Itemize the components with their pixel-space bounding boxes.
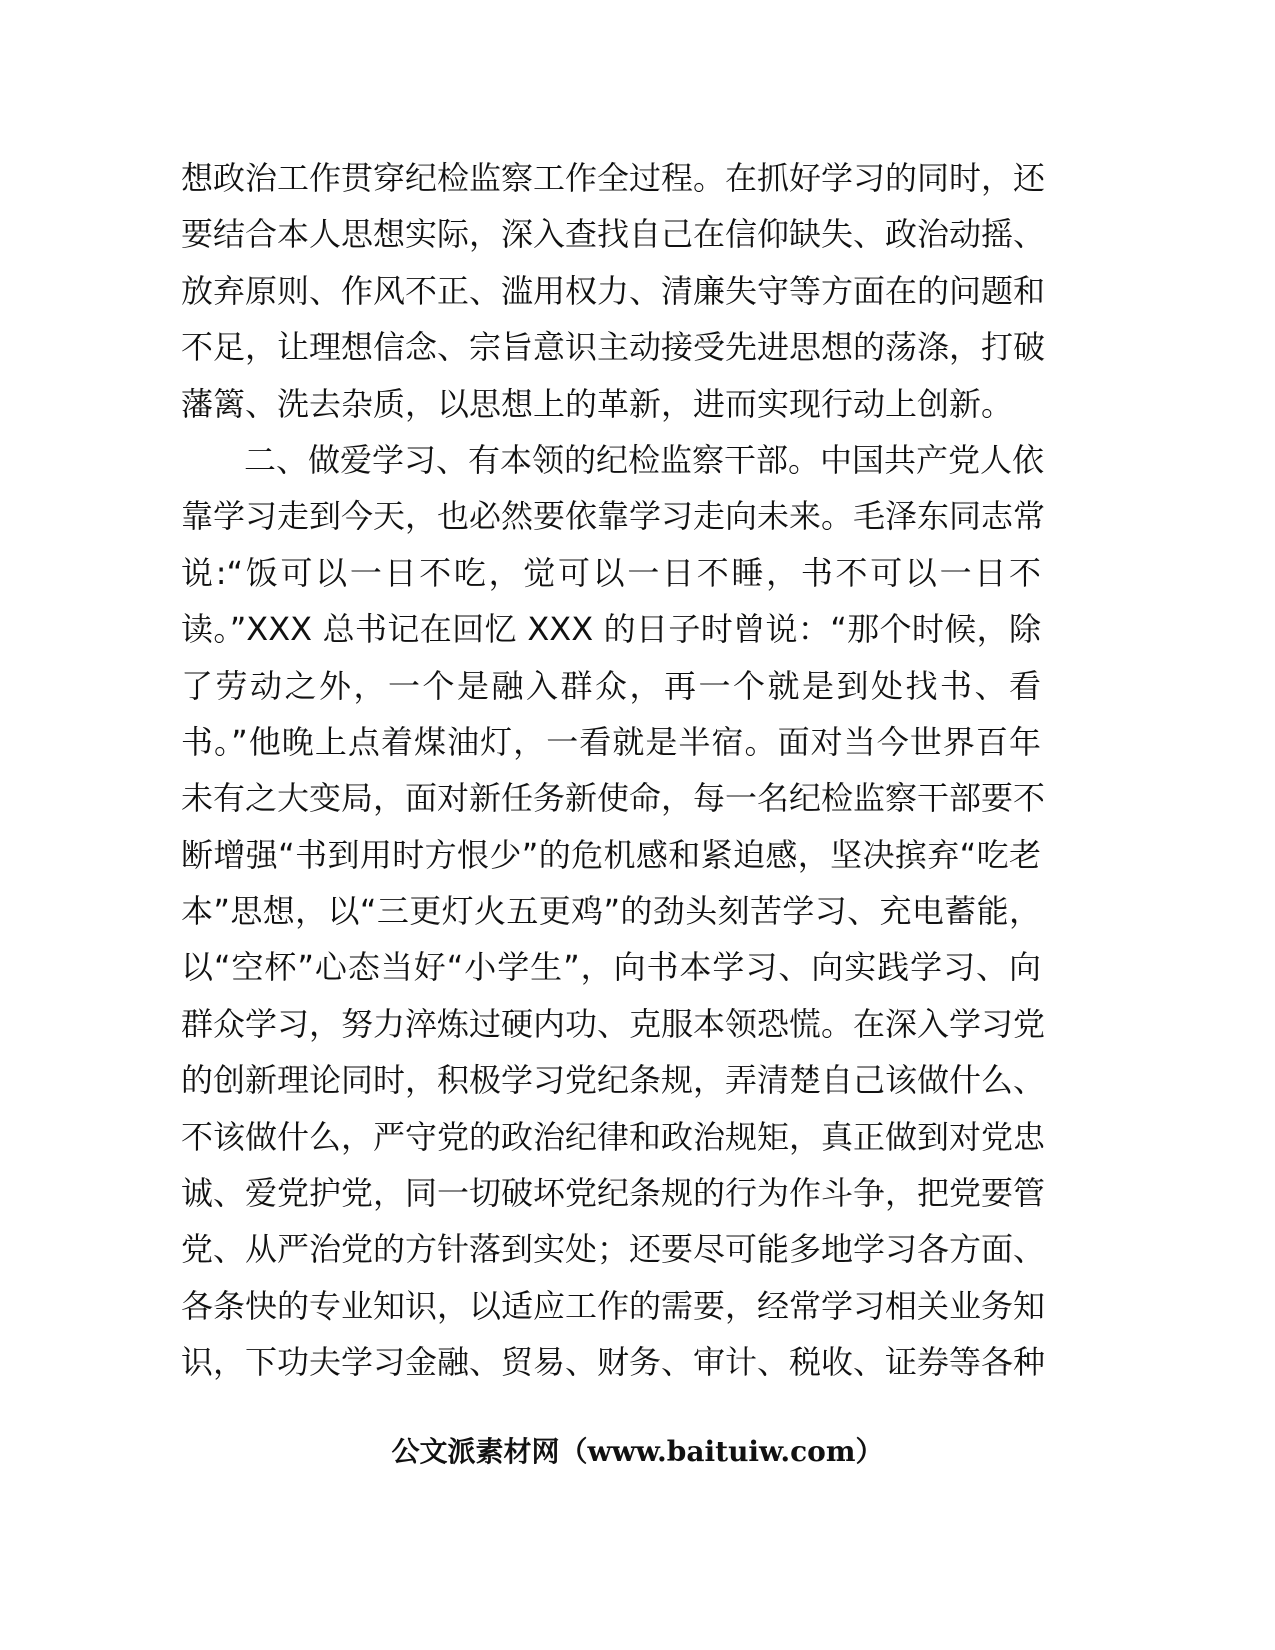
paragraph-line: 的创新理论同时，积极学习党纪条规，弄清楚自己该做什么、 xyxy=(181,1061,1046,1100)
paragraph-1 xyxy=(181,150,1046,432)
paragraph-line: 靠学习走到今天，也必然要依靠学习走向未来。毛泽东同志常 xyxy=(181,497,1046,536)
paragraph-line: 诚、爱党护党，同一切破坏党纪条规的行为作斗争，把党要管 xyxy=(181,1174,1046,1213)
paragraph-line: 书。”他晚上点着煤油灯，一看就是半宿。面对当今世界百年 xyxy=(181,722,1041,761)
paragraph-2 xyxy=(181,432,1046,1391)
paragraph-line: 读。”XXX 总书记在回忆 XXX 的日子时曾说：“那个时候，除 xyxy=(181,610,1041,649)
paragraph-line: 未有之大变局，面对新任务新使命，每一名纪检监察干部要不 xyxy=(181,779,1046,818)
paragraph-line: 不足，让理想信念、宗旨意识主动接受先进思想的荡涤，打破 xyxy=(181,328,1046,367)
paragraph-line: 说:“饭可以一日不吃，觉可以一日不睡，书不可以一日不 xyxy=(181,553,1041,592)
paragraph-line: 藩篱、洗去杂质，以思想上的革新，进而实现行动上创新。 xyxy=(181,384,1014,423)
paragraph-line: 不该做什么，严守党的政治纪律和政治规矩，真正做到对党忠 xyxy=(181,1117,1046,1156)
footer-watermark: 公文派素材网（www.baituiw.com） xyxy=(391,1435,884,1468)
document-body xyxy=(181,150,1046,1391)
paragraph-line: 了劳动之外，一个是融入群众，再一个就是到处找书、看 xyxy=(181,666,1041,705)
paragraph-line: 识，下功夫学习金融、贸易、财务、审计、税收、证券等各种 xyxy=(181,1343,1046,1382)
paragraph-line: 断增强“书到用时方恨少”的危机感和紧迫感，坚决摈弃“吃老 xyxy=(181,835,1041,874)
paragraph-line: 党、从严治党的方针落到实处；还要尽可能多地学习各方面、 xyxy=(181,1230,1046,1269)
paragraph-line: 要结合本人思想实际，深入查找自己在信仰缺失、政治动摇、 xyxy=(181,215,1046,254)
paragraph-line: 以“空杯”心态当好“小学生”，向书本学习、向实践学习、向 xyxy=(181,948,1041,987)
paragraph-line: 各条快的专业知识，以适应工作的需要，经常学习相关业务知 xyxy=(181,1286,1046,1325)
paragraph-line: 放弃原则、作风不正、滥用权力、清廉失守等方面在的问题和 xyxy=(181,271,1046,310)
paragraph-line: 群众学习，努力淬炼过硬内功、克服本领恐慌。在深入学习党 xyxy=(181,1004,1046,1043)
paragraph-line: 本”思想，以“三更灯火五更鸡”的劲头刻苦学习、充电蓄能， xyxy=(181,892,1041,931)
paragraph-line: 想政治工作贯穿纪检监察工作全过程。在抓好学习的同时，还 xyxy=(181,159,1046,197)
paragraph-line: 二、做爱学习、有本领的纪检监察干部。中国共产党人依 xyxy=(244,440,1045,479)
